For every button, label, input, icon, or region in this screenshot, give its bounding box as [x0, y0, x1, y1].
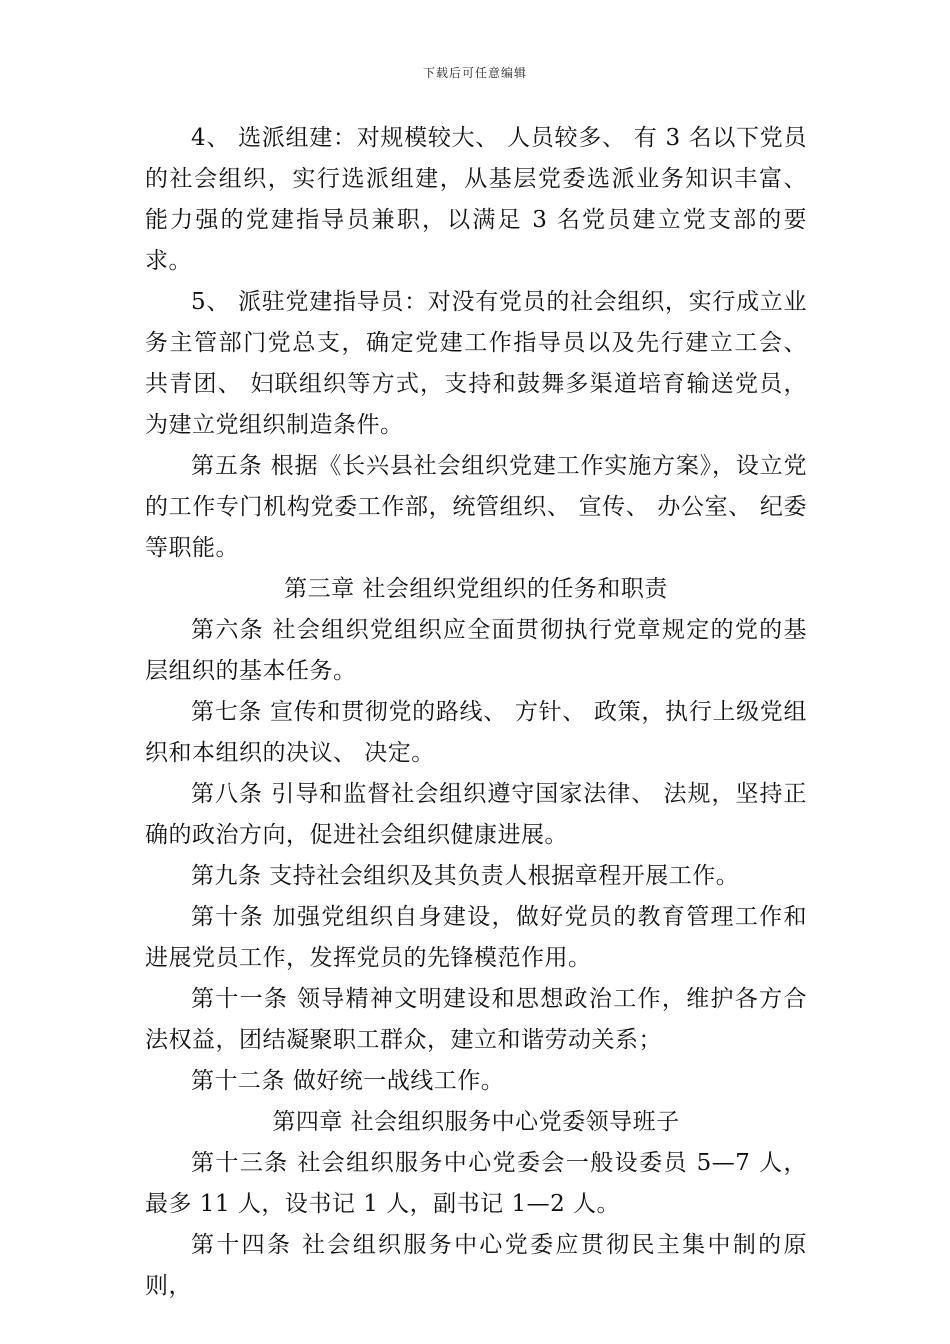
article-14: 第十四条 社会组织服务中心党委应贯彻民主集中制的原则，: [145, 1232, 807, 1299]
article-12: 第十二条 做好统一战线工作。: [191, 1068, 505, 1094]
article-8: 第八条 引导和监督社会组织遵守国家法律、 法规，坚持正确的政治方向，促进社会组织健康进展。: [145, 781, 807, 848]
document-body: [145, 118, 807, 1307]
article-11: 第十一条 领导精神文明建设和思想政治工作，维护各方合法权益，团结凝聚职工群众，建立和谐劳动关系；: [145, 986, 807, 1053]
article-7: 第七条 宣传和贯彻党的路线、 方针、 政策，执行上级党组织和本组织的决议、 决定。: [145, 699, 807, 766]
chapter-3-heading: 第三章 社会组织党组织的任务和职责: [284, 576, 668, 602]
article-5: 第五条 根据《长兴县社会组织党建工作实施方案》，设立党的工作专门机构党委工作部，统管组织、 宣传、 办公室、 纪委等职能。: [145, 453, 807, 561]
article-10: 第十条 加强党组织自身建设，做好党员的教育管理工作和进展党员工作，发挥党员的先锋模范作用。: [145, 904, 807, 971]
article-6: 第六条 社会组织党组织应全面贯彻执行党章规定的党的基层组织的基本任务。: [145, 617, 807, 684]
article-9: 第九条 支持社会组织及其负责人根据章程开展工作。: [191, 863, 740, 889]
page-header: 下载后可任意编辑: [422, 66, 527, 80]
chapter-4-heading: 第四章 社会组织服务中心党委领导班子: [272, 1109, 680, 1135]
article-13: 第十三条 社会组织服务中心党委会一般设委员 5—7 人，最多 11 人，设书记 1 人，副书记 1—2 人。: [145, 1150, 807, 1217]
paragraph-item-4: 4、 选派组建：对规模较大、 人员较多、 有 3 名以下党员的社会组织，实行选派组建，从基层党委选派业务知识丰富、 能力强的党建指导员兼职，以满足 3 名党员建立党支部的要求。: [145, 125, 807, 274]
paragraph-item-5: 5、 派驻党建指导员：对没有党员的社会组织，实行成立业务主管部门党总支，确定党建工作指导员以及先行建立工会、 共青团、 妇联组织等方式，支持和鼓舞多渠道培育输送党员，为建立党组织制造条件。: [145, 289, 807, 438]
